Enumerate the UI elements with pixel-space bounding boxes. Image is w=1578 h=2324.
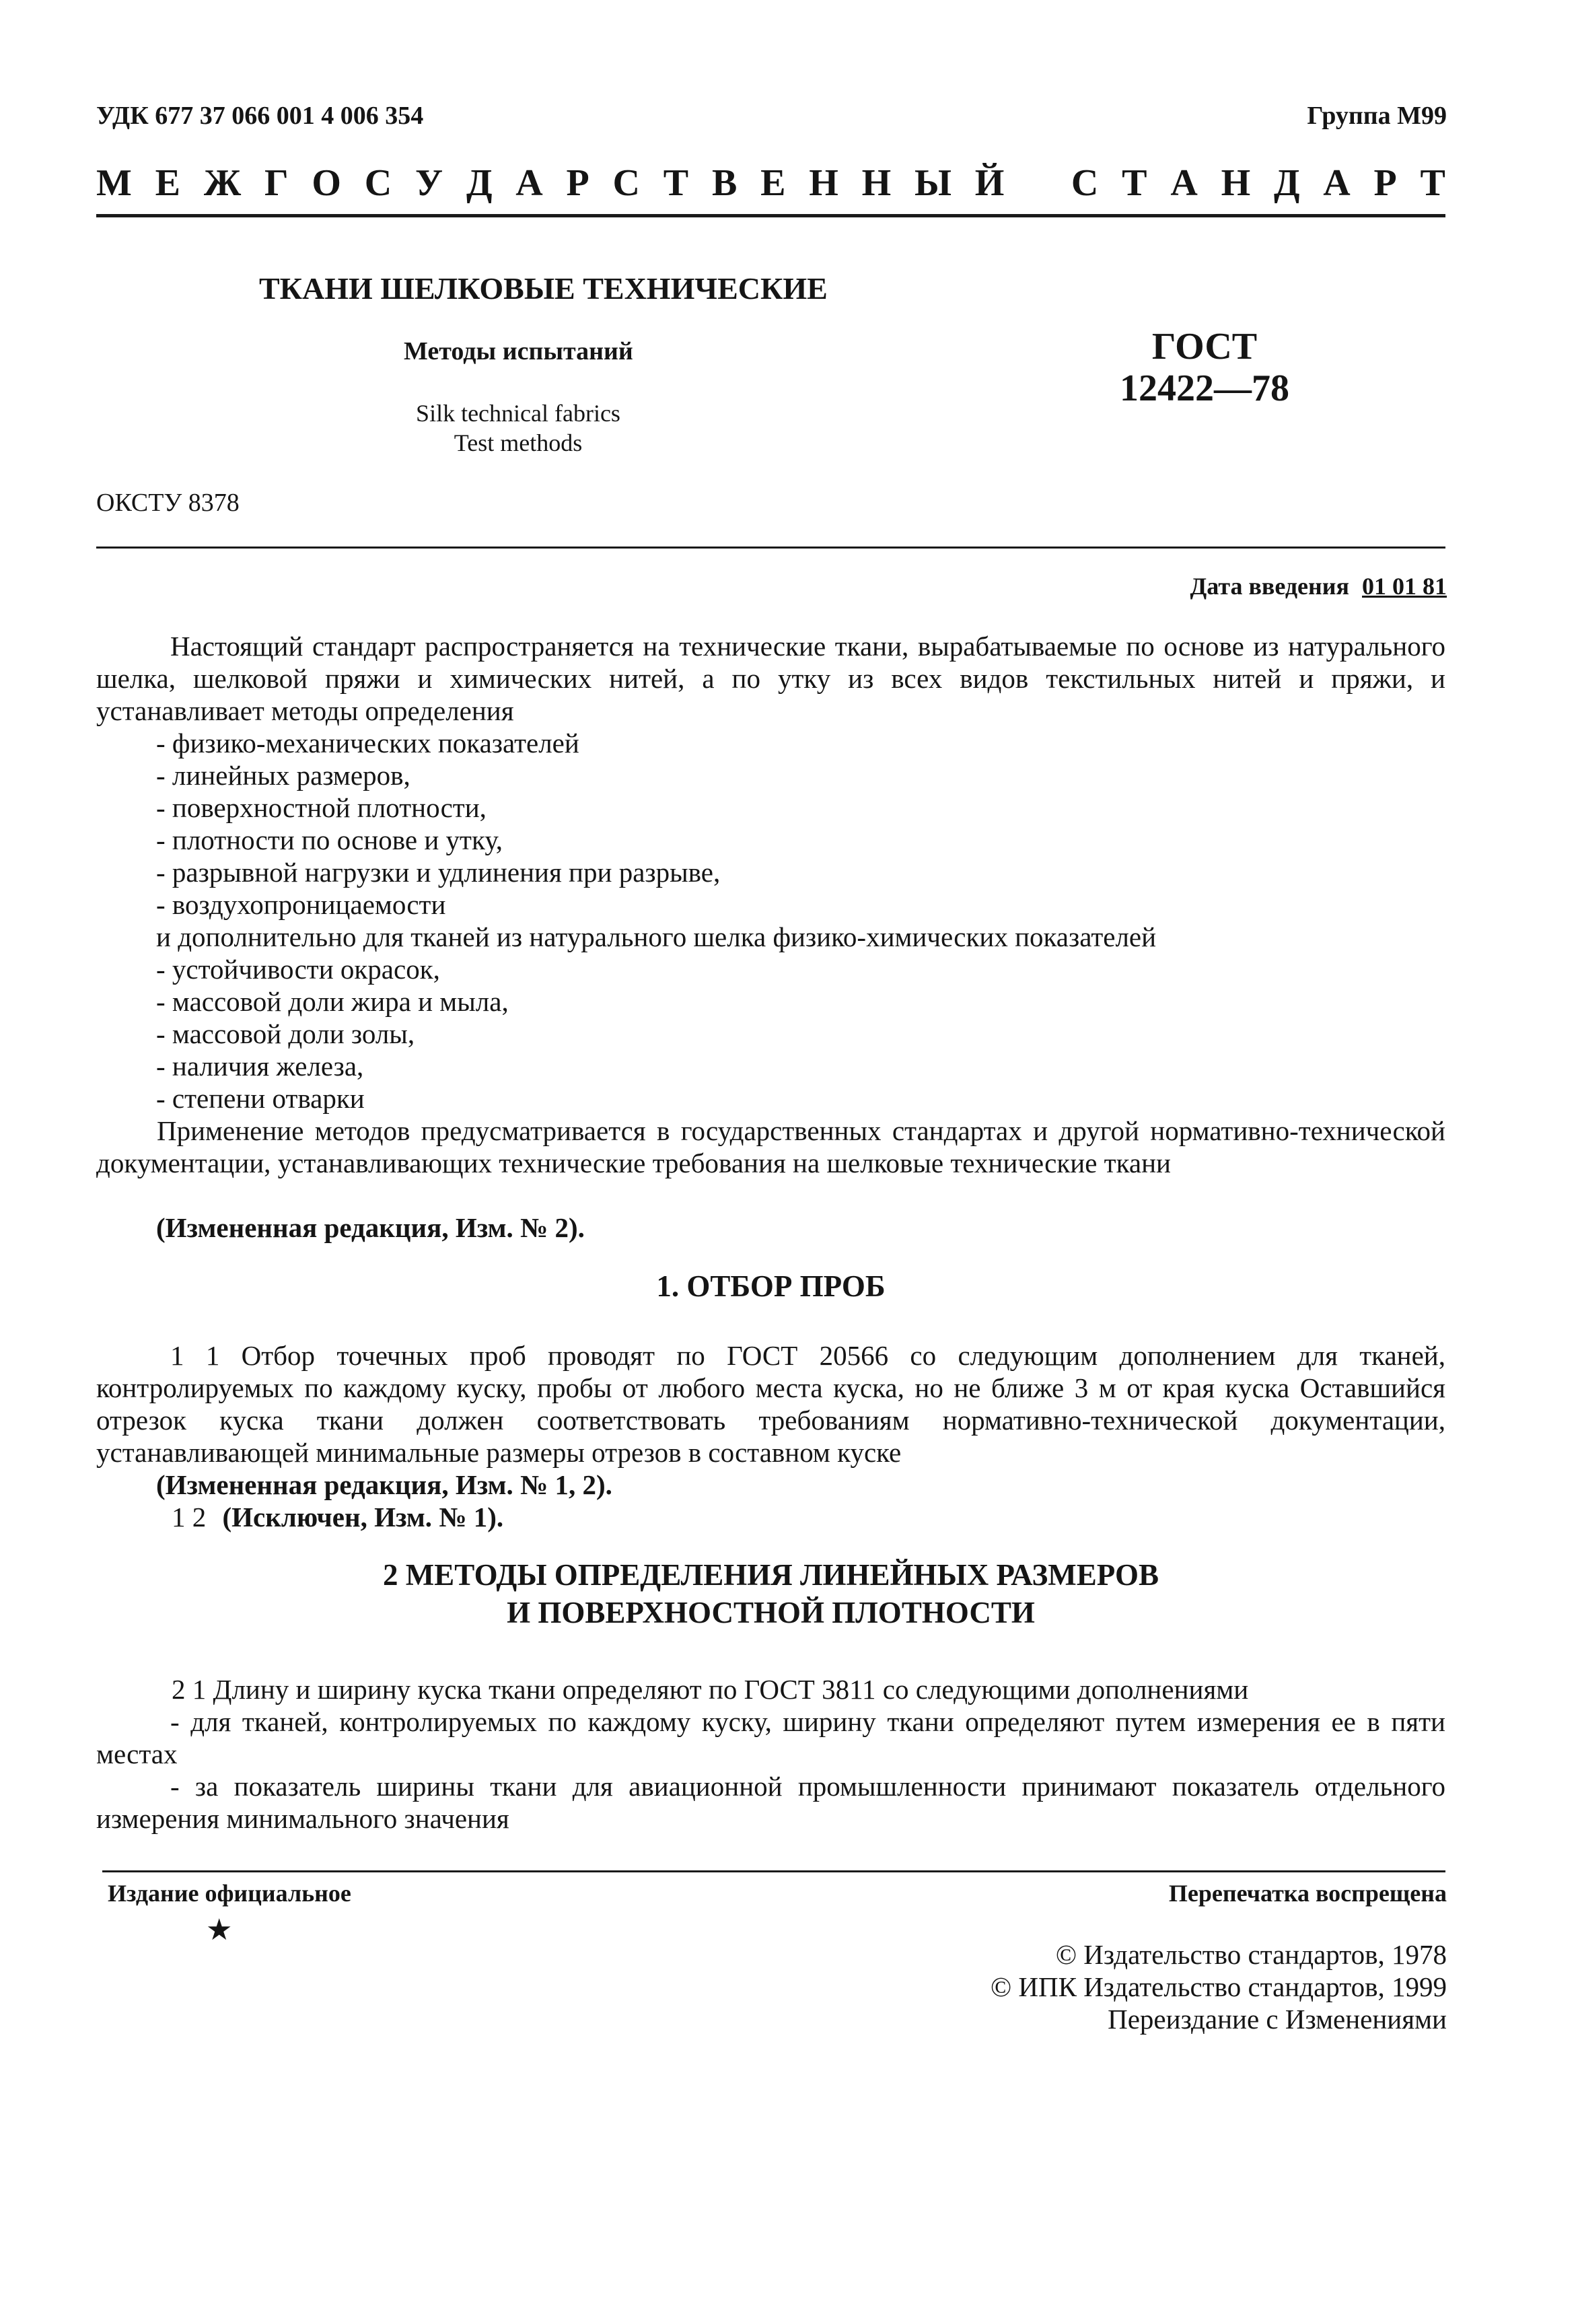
- introduction-date-value: 01 01 81: [1362, 573, 1447, 600]
- heading-letter: В: [711, 162, 738, 204]
- reprint-prohibited-label: Перепечатка воспрещена: [1168, 1880, 1447, 1907]
- official-edition-label: Издание официальное: [108, 1880, 351, 1907]
- heading-letter: Т: [1122, 162, 1147, 204]
- heading-letter: С: [364, 162, 392, 204]
- list-item: - массовой доли жира и мыла,: [156, 986, 509, 1017]
- clause-1-1-amendment: (Измененная редакция, Изм. № 1, 2).: [156, 1469, 612, 1500]
- heading-letter: Н: [809, 162, 838, 204]
- section-1-heading: 1. ОТБОР ПРОБ: [656, 1269, 886, 1303]
- list-item: - степени отварки: [156, 1083, 365, 1114]
- interstate-standard-heading: [96, 162, 1445, 205]
- heading-letter: Н: [1221, 162, 1251, 204]
- application-paragraph: Применение методов предусматривается в государственных стандартах и другой нормативно-технической документации, устанавливающих технические требования на шелковые технические ткани: [96, 1115, 1445, 1178]
- document-title: ТКАНИ ШЕЛКОВЫЕ ТЕХНИЧЕСКИЕ: [259, 271, 828, 306]
- introduction-date: [1190, 572, 1447, 600]
- copyright-line-2: © ИПК Издательство стандартов, 1999: [990, 1971, 1447, 2002]
- heading-letter: О: [312, 162, 341, 204]
- list-item: - устойчивости окрасок,: [156, 954, 440, 985]
- gost-number: 12422—78: [1120, 367, 1289, 409]
- clause-1-2: [172, 1501, 503, 1533]
- heading-letter: Е: [760, 162, 786, 204]
- physico-chemical-list: [156, 953, 509, 1115]
- heading-letter: С: [1071, 162, 1099, 204]
- clause-2-1: 2 1 Длину и ширину куска ткани определяют по ГОСТ 3811 со следующими дополнениями: [172, 1674, 1249, 1705]
- title-rule: [96, 547, 1445, 549]
- intro-amendment-note: (Измененная редакция, Изм. № 2).: [156, 1212, 585, 1243]
- okstu-code: ОКСТУ 8378: [96, 489, 240, 517]
- list-item: - наличия железа,: [156, 1051, 364, 1082]
- document-subtitle: Методы испытаний: [404, 337, 633, 365]
- copyright-line-1: © Издательство стандартов, 1978: [1055, 1939, 1447, 1970]
- heading-letter: Р: [1373, 162, 1397, 204]
- footer-rule: [102, 1870, 1445, 1872]
- list-item: - массовой доли золы,: [156, 1018, 415, 1049]
- heading-letter: Ж: [203, 162, 242, 204]
- gost-label: ГОСТ: [1151, 326, 1258, 367]
- list-item: - линейных размеров,: [156, 760, 410, 791]
- list-item: - воздухопроницаемости: [156, 889, 446, 920]
- heading-letter: Ы: [914, 162, 952, 204]
- heading-letter: У: [415, 162, 443, 204]
- group-code: Группа М99: [1307, 102, 1447, 130]
- english-title-line-1: Silk technical fabrics: [416, 400, 620, 427]
- heading-letter: А: [1170, 162, 1198, 204]
- heading-letter: Т: [663, 162, 689, 204]
- clause-1-2-text: (Исключен, Изм. № 1).: [222, 1502, 504, 1533]
- additional-methods-line: и дополнительно для тканей из натурального шелка физико-химических показателей: [156, 921, 1157, 952]
- clause-1-1: 1 1 Отбор точечных проб проводят по ГОСТ 20566 со следующим дополнением для тканей, контролируемых по каждому куску, пробы от любого места куска, но не ближе 3 м от края куска Оставшийся отрезок куска ткани должен соответствовать требованиям нормативно-технической документации, устанавливающей минимальные размеры отрезов в составном куске: [96, 1340, 1445, 1468]
- intro-paragraph: Настоящий стандарт распространяется на технические ткани, вырабатываемые по основе из натурального шелка, шелковой пряжи и химических нитей, а по утку из всех видов текстильных нитей и пряжи, и устанавливает методы определения: [96, 631, 1445, 726]
- heading-letter: Г: [264, 162, 289, 204]
- clause-1-2-number: 1 2: [172, 1502, 207, 1533]
- udk-code: УДК 677 37 066 001 4 006 354: [96, 102, 424, 130]
- heading-letter: Е: [155, 162, 181, 204]
- heading-letter: Д: [466, 162, 493, 204]
- gost-designation: [1090, 326, 1319, 409]
- header-rule: [96, 214, 1445, 217]
- section-2-heading-line-1: 2 МЕТОДЫ ОПРЕДЕЛЕНИЯ ЛИНЕЙНЫХ РАЗМЕРОВ: [382, 1558, 1159, 1592]
- list-item: - плотности по основе и утку,: [156, 824, 503, 855]
- english-title-line-2: Test methods: [454, 429, 583, 456]
- reissue-note: Переиздание с Изменениями: [1108, 2004, 1447, 2035]
- heading-letter: Д: [1273, 162, 1300, 204]
- heading-letter: А: [515, 162, 543, 204]
- heading-letter: С: [612, 162, 640, 204]
- test-methods-list: [156, 727, 720, 921]
- clause-2-1-item-2: - за показатель ширины ткани для авиационной промышленности принимают показатель отдельного измерения минимального значения: [96, 1771, 1445, 1834]
- list-item: - разрывной нагрузки и удлинения при разрыве,: [156, 857, 721, 888]
- list-item: - поверхностной плотности,: [156, 792, 487, 823]
- heading-word-gap: [1028, 162, 1048, 205]
- english-title: [380, 398, 656, 458]
- heading-letter: М: [96, 162, 132, 204]
- introduction-date-label: Дата введения: [1190, 573, 1349, 600]
- heading-letter: А: [1323, 162, 1351, 204]
- heading-letter: Р: [566, 162, 589, 204]
- copyright-block: [991, 1938, 1447, 2035]
- section-2-heading: [96, 1556, 1445, 1631]
- list-item: - физико-механических показателей: [156, 728, 579, 759]
- clause-2-1-item-1: - для тканей, контролируемых по каждому куску, ширину ткани определяют путем измерения ее в пяти местах: [96, 1706, 1445, 1769]
- heading-letter: Й: [974, 162, 1005, 204]
- section-2-heading-line-2: И ПОВЕРХНОСТНОЙ ПЛОТНОСТИ: [507, 1596, 1035, 1629]
- star-icon: ★: [206, 1913, 233, 1946]
- heading-letter: Н: [861, 162, 892, 204]
- heading-letter: Т: [1420, 162, 1445, 204]
